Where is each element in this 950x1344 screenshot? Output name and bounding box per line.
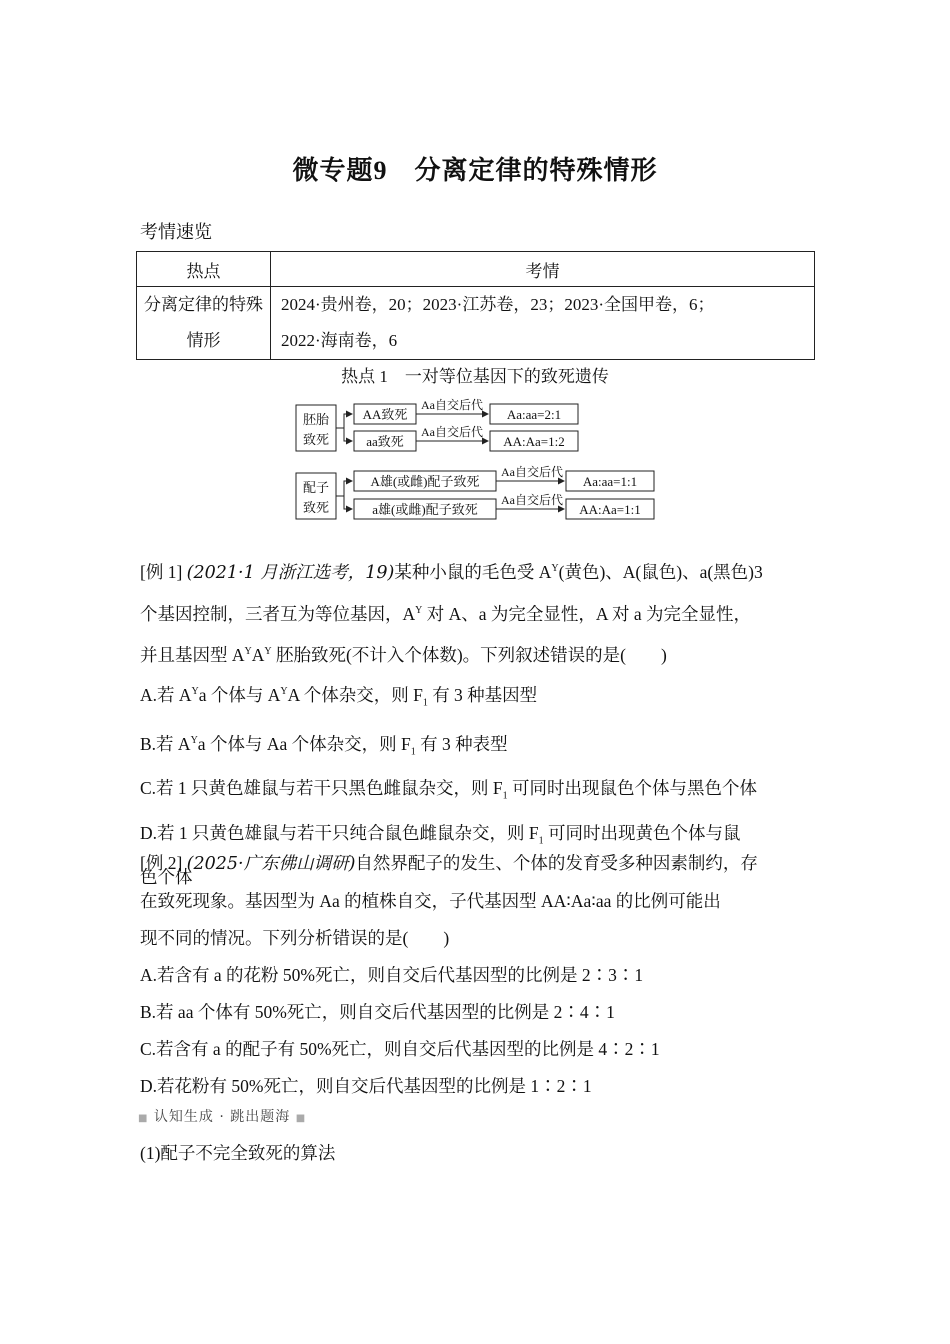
table-cell-hotspot <box>137 287 271 360</box>
example-1-option-c: C.若 1 只黄色雄鼠与若干只黑色雌鼠杂交，则 $F_1$ 可同时出现鼠色个体与黑色个体 <box>140 778 758 802</box>
banner-right-icon: ■ <box>295 1113 307 1124</box>
lethality-diagram <box>290 393 670 523</box>
table-header-hotspot: 热点 <box>137 252 271 287</box>
banner-left-icon: ■ <box>138 1113 149 1124</box>
arrow-label-1: Aa自交后代 <box>421 398 483 412</box>
embryo-label-2: 致死 <box>302 432 330 447</box>
subheading: (1)配子不完全致死的算法 <box>140 1143 336 1163</box>
example-1-stem: [例 1] (2021·1 月浙江选考，19)某种小鼠的毛色受 $A^Y$(黄色)、A(鼠色)、a(黑色)3 个基因控制，三者互为等位基因，$A^Y$ 对 A、a 为完全显性，A 对 a 为完全显性， 并且基因型 $A^YA^Y$ 胚胎致死(不计入个体数)。下列叙述错误的是( ) <box>140 561 763 665</box>
section-banner <box>138 1106 306 1126</box>
example-1-option-a: A.若 $A^Ya$ 个体与 $A^YA$ 个体杂交，则 $F_1$ 有 3 种基因型 <box>140 685 538 709</box>
example-2-stem: [例 2] (2025·广东佛山调研)自然界配子的发生、个体的发育受多种因素制约，存 在致死现象。基因型为 Aa 的植株自交，子代基因型 AA∶Aa∶aa 的比例可能出 现不同的情况。下列分析错误的是( ) <box>140 853 758 948</box>
arrow-label-2: Aa自交后代 <box>421 425 483 439</box>
cause-2: aa致死 <box>366 434 404 449</box>
result-3: Aa:aa=1:1 <box>582 474 638 489</box>
exams-line-1: 2024·贵州卷，20；2023·江苏卷，23；2023·全国甲卷，6； <box>281 295 715 314</box>
section-label: 考情速览 <box>140 222 212 242</box>
bracket-1 <box>336 414 352 441</box>
table-cell-exams <box>271 287 815 360</box>
example-2-option-b: B.若 aa 个体有 50%死亡，则自交后代基因型的比例是 2∶4∶1 <box>140 1002 615 1022</box>
banner-text: 认知生成 · 跳出题海 <box>153 1109 291 1125</box>
gamete-label-1: 配子 <box>302 480 330 495</box>
arrow-label-4: Aa自交后代 <box>501 493 563 507</box>
example-1-option-d: D.若 1 只黄色雄鼠与若干只纯合鼠色雌鼠杂交，则 $F_1$ 可同时出现黄色个体与鼠 色个体 <box>140 822 741 888</box>
cause-4: a雄(或雌)配子致死 <box>372 502 478 517</box>
example-2-source: (2025·广东佛山调研) <box>186 854 356 874</box>
arrow-label-3: Aa自交后代 <box>501 465 563 479</box>
exam-table <box>136 251 815 360</box>
table-header-row <box>137 252 815 287</box>
cause-1: AA致死 <box>362 407 408 422</box>
bracket-2 <box>336 481 352 509</box>
table-header-exams: 考情 <box>271 252 815 287</box>
result-1: Aa:aa=2:1 <box>506 407 562 422</box>
gamete-label-2: 致死 <box>302 500 330 515</box>
exams-line-2: 2022·海南卷，6 <box>281 331 398 350</box>
result-2: AA:Aa=1:2 <box>503 434 565 449</box>
example-2-option-a: A.若含有 a 的花粉 50%死亡，则自交后代基因型的比例是 2∶3∶1 <box>140 965 644 985</box>
example-2-tag: [例 2] <box>140 853 183 873</box>
page-title: 微专题9 分离定律的特殊情形 <box>292 156 658 185</box>
example-1-source: (2021·1 月浙江选考，19) <box>186 562 395 583</box>
example-2-option-c: C.若含有 a 的配子有 50%死亡，则自交后代基因型的比例是 4∶2∶1 <box>140 1039 660 1059</box>
table-row <box>137 287 815 360</box>
example-1-option-b: B.若 $A^Ya$ 个体与 Aa 个体杂交，则 $F_1$ 有 3 种表型 <box>140 733 508 758</box>
example-2 <box>140 845 815 1105</box>
embryo-label-1: 胚胎 <box>302 412 330 427</box>
hotspot1-title: 热点 1 一对等位基因下的致死遗传 <box>341 367 609 386</box>
result-4: AA:Aa=1:1 <box>579 502 641 517</box>
hotspot-text: 分离定律的特殊情形 <box>144 295 263 350</box>
example-2-option-d: D.若花粉有 50%死亡，则自交后代基因型的比例是 1∶2∶1 <box>140 1076 592 1096</box>
example-1-tag: [例 1] <box>140 561 183 582</box>
cause-3: A雄(或雌)配子致死 <box>370 474 480 489</box>
